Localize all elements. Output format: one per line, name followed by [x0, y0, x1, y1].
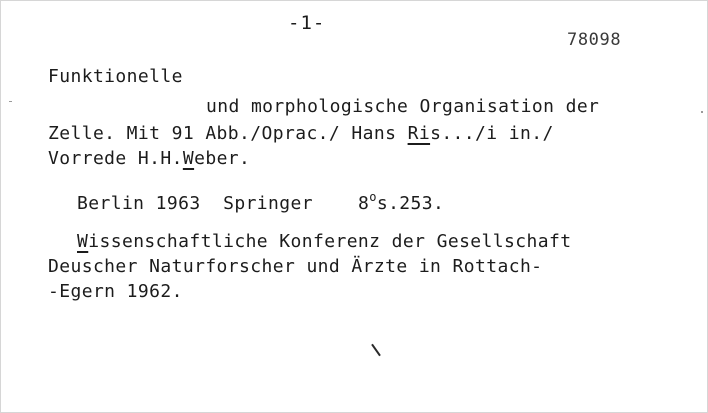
- catalog-number: 78098: [567, 30, 622, 50]
- note-line-1: [77, 232, 571, 252]
- imprint-pages: s.253.: [376, 193, 445, 214]
- description-text: Zelle. Mit 91 Abb./Oprac./ Hans: [48, 123, 408, 144]
- note-text: issenschaftliche Konferenz der Gesellschaft: [88, 231, 572, 252]
- note-line-3: -Egern 1962.: [48, 281, 183, 302]
- paper-speck: [701, 111, 703, 113]
- imprint-publisher: Springer: [223, 193, 313, 214]
- imprint-place-year: Berlin 1963: [77, 193, 201, 214]
- title-line-1: Funktionelle: [48, 66, 183, 87]
- description-line-3: [48, 124, 554, 144]
- title-line-2: und morphologische Organisation der: [206, 96, 600, 117]
- paper-speck: [9, 101, 12, 102]
- note-line-2: Deuscher Naturforscher und Ärzte in Rottach-: [48, 256, 543, 277]
- underlined-filing-letter: W: [77, 231, 89, 252]
- description-text: eber.: [194, 148, 251, 169]
- page-number: -1-: [288, 12, 326, 34]
- description-line-4: [48, 149, 250, 169]
- underlined-filing-letters: Ri: [407, 123, 431, 144]
- stray-pen-mark: [371, 344, 381, 357]
- underlined-filing-letter: W: [182, 148, 195, 169]
- imprint-line: [77, 187, 444, 214]
- imprint-format: 8: [357, 193, 370, 214]
- description-text: Vorrede H.H.: [48, 148, 183, 169]
- description-text: s.../i in./: [430, 123, 554, 144]
- imprint-format-superscript: o: [369, 190, 377, 204]
